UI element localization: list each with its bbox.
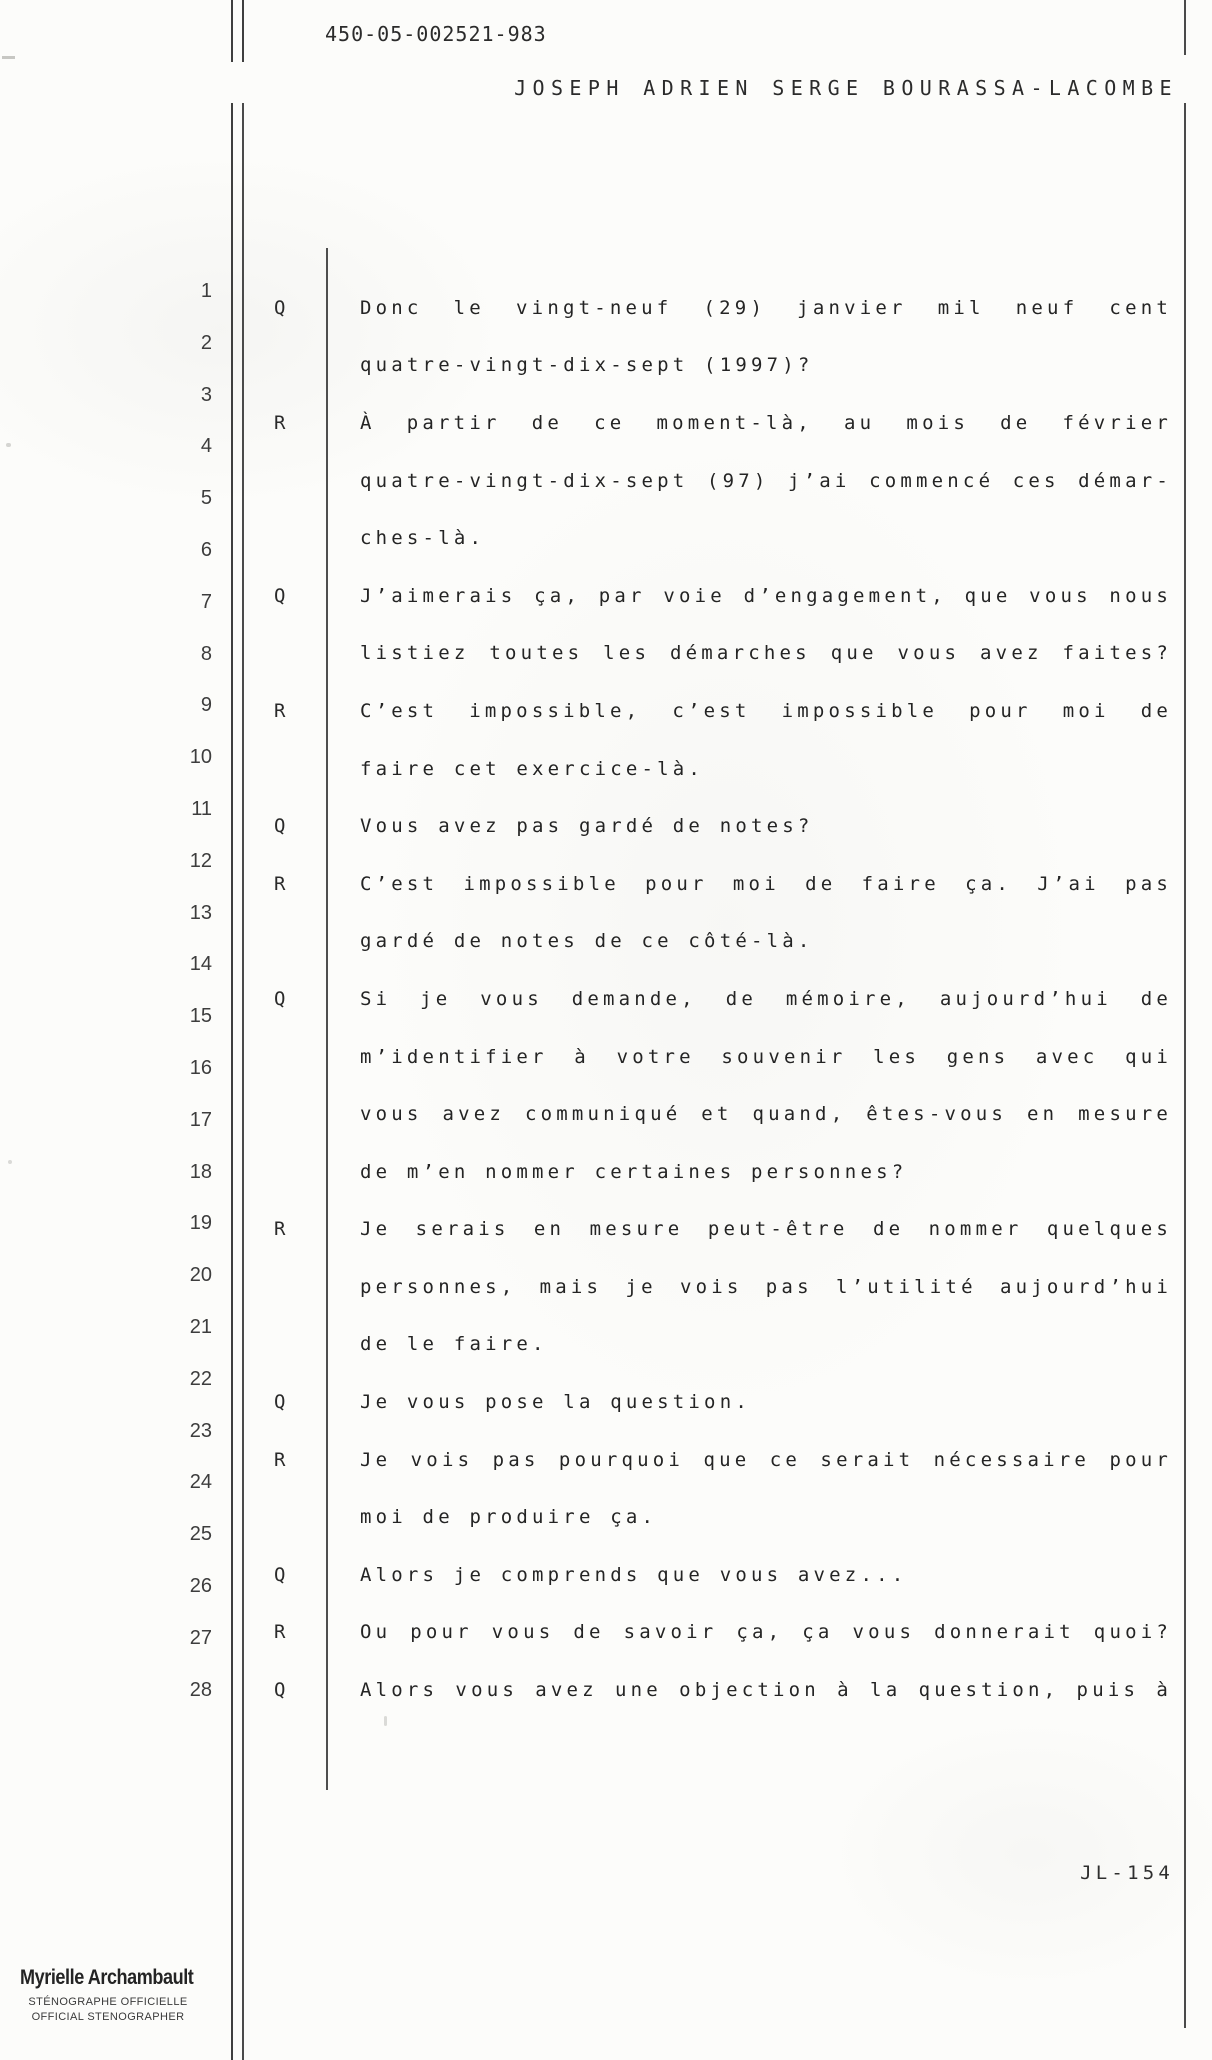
speaker-label: R [274,411,288,434]
speaker-label: Q [274,1391,288,1414]
transcript-row [0,394,1212,452]
case-number: 450-05-002521-983 [325,22,547,46]
transcript-body [0,279,1212,1719]
speaker-label: Q [274,1679,288,1702]
transcript-row [0,625,1212,683]
line-number: 8 [200,642,212,665]
witness-name: JOSEPH ADRIEN SERGE BOURASSA-LACOMBE [514,76,1178,100]
transcript-row [0,1488,1212,1546]
transcript-row [0,1143,1212,1201]
line-number: 17 [189,1108,212,1131]
transcript-line-text: faire cet exercice-là. [360,757,705,780]
stenographer-title-en: OFFICIAL STENOGRAPHER [31,2011,185,2023]
line-number: 12 [189,849,212,872]
transcript-row [0,740,1212,798]
transcript-row [0,1258,1212,1316]
line-number: 4 [200,435,212,458]
scan-artifact [2,56,15,59]
transcript-line-text: À partir de ce moment-là, au mois de février [360,411,1172,434]
line-number: 18 [189,1160,212,1183]
stenographer-stamp [20,1966,196,2025]
line-number: 6 [200,538,212,561]
speaker-label: Q [274,987,288,1010]
line-number: 19 [189,1212,212,1235]
left-margin-rule-outer-top [231,0,233,62]
line-number: 5 [200,487,212,510]
transcript-line-text: Ou pour vous de savoir ça, ça vous donnerait quoi? [360,1621,1172,1644]
transcript-line-text: gardé de notes de ce côté-là. [360,930,814,953]
transcript-row [0,509,1212,567]
transcript-row [0,855,1212,913]
transcript-row [0,1316,1212,1374]
speaker-label: R [274,1218,288,1241]
speaker-label: R [274,699,288,722]
transcript-line-text: Vous avez pas gardé de notes? [360,815,814,838]
line-number: 10 [189,746,212,769]
line-number: 23 [189,1419,212,1442]
line-number: 27 [189,1626,212,1649]
transcript-line-text: Alors vous avez une objection à la question, puis à [360,1679,1172,1702]
transcript-line-text: Alors je comprends que vous avez... [360,1563,908,1586]
transcript-line-text: C’est impossible, c’est impossible pour moi de [360,699,1172,722]
transcript-row [0,567,1212,625]
transcript-row [0,970,1212,1028]
transcript-row [0,1201,1212,1259]
transcript-row [0,913,1212,971]
line-number: 1 [200,280,212,302]
transcript-line-text: de le faire. [360,1333,548,1356]
transcript-line-text: moi de produire ça. [360,1506,658,1529]
transcript-line-text: listiez toutes les démarches que vous avez faites? [360,642,1172,665]
transcript-row [0,452,1212,510]
speaker-label: R [274,872,288,895]
transcript-line-text: ches-là. [360,527,486,550]
line-number: 20 [189,1264,212,1287]
line-number: 25 [189,1523,212,1546]
left-margin-rule-inner-top [242,0,244,62]
line-number: 9 [200,694,212,717]
line-number: 14 [189,953,212,976]
exhibit-label: JL-154 [1080,1862,1174,1884]
transcript-line-text: Je vois pas pourquoi que ce serait nécessaire pour [360,1448,1172,1471]
line-number: 15 [189,1005,212,1028]
line-number: 24 [189,1471,212,1494]
speaker-label: Q [274,815,288,838]
speaker-label: Q [274,296,288,319]
line-number: 26 [189,1574,212,1597]
transcript-line-text: personnes, mais je vois pas l’utilité aujourd’hui [360,1275,1172,1298]
transcript-row [0,1546,1212,1604]
transcript-row [0,1085,1212,1143]
transcript-row [0,1661,1212,1719]
transcript-row [0,337,1212,395]
speaker-label: Q [274,1563,288,1586]
speaker-label: Q [274,584,288,607]
transcript-row [0,1431,1212,1489]
transcript-line-text: m’identifier à votre souvenir les gens avec qui [360,1045,1172,1068]
speaker-label: R [274,1621,288,1644]
stenographer-name: Myrielle Archambault [20,1966,194,1989]
transcript-line-text: vous avez communiqué et quand, êtes-vous en mesure [360,1103,1172,1126]
line-number: 16 [189,1056,212,1079]
transcript-line-text: de m’en nommer certaines personnes? [360,1160,908,1183]
transcript-row [0,279,1212,337]
right-margin-rule-top [1184,0,1186,55]
transcript-line-text: Donc le vingt-neuf (29) janvier mil neuf cent [360,296,1172,319]
line-number: 22 [189,1367,212,1390]
line-number: 3 [200,383,212,406]
line-number: 13 [189,901,212,924]
transcript-row [0,797,1212,855]
transcript-line-text: C’est impossible pour moi de faire ça. J’ai pas [360,872,1172,895]
stenographer-title-fr: STÉNOGRAPHE OFFICIELLE [28,1996,188,2008]
transcript-line-text: Je serais en mesure peut-être de nommer quelques [360,1218,1172,1241]
line-number: 7 [200,590,212,613]
transcript-line-text: quatre-vingt-dix-sept (1997)? [360,354,814,377]
transcript-row [0,1373,1212,1431]
line-number: 28 [189,1678,212,1701]
transcript-row [0,1604,1212,1662]
transcript-line-text: J’aimerais ça, par voie d’engagement, que vous nous [360,584,1172,607]
transcript-line-text: quatre-vingt-dix-sept (97) j’ai commencé ces démar- [360,469,1172,492]
line-number: 11 [191,797,212,820]
line-number: 2 [200,331,212,354]
transcript-row [0,1028,1212,1086]
transcript-line-text: Je vous pose la question. [360,1391,751,1414]
transcript-row [0,682,1212,740]
transcript-line-text: Si je vous demande, de mémoire, aujourd’hui de [360,987,1172,1010]
speaker-label: R [274,1448,288,1471]
line-number: 21 [189,1315,212,1338]
